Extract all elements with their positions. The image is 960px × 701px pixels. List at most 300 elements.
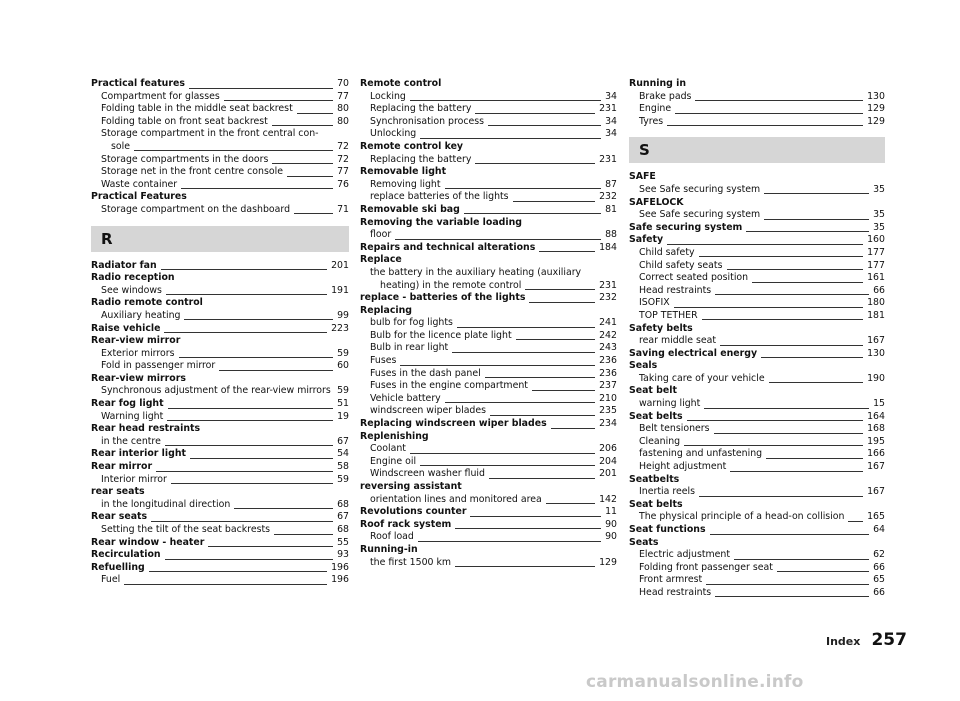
index-entry [91, 154, 349, 167]
entry-term: Storage net in the front centre console [91, 166, 287, 179]
entry-term: reversing assistant [360, 481, 466, 494]
entry-term: Exterior mirrors [91, 348, 179, 361]
index-entry [629, 537, 885, 550]
entry-page-number: 231 [595, 103, 617, 116]
entry-term: Bulb for the licence plate light [360, 330, 516, 343]
entry-term: Bulb in rear light [360, 342, 452, 355]
index-entry [91, 524, 349, 537]
index-entry [629, 448, 885, 461]
entry-term: Seatbelts [629, 474, 683, 487]
index-entry [360, 242, 617, 255]
index-entry [360, 330, 617, 343]
entry-page-number: 201 [327, 260, 349, 273]
entry-page-number: 232 [595, 191, 617, 204]
entry-page-number: 59 [333, 385, 349, 398]
entry-page-number: 72 [333, 154, 349, 167]
entry-page-number: 181 [863, 310, 885, 323]
entry-term: Roof rack system [360, 519, 455, 532]
entry-page-number: 51 [333, 398, 349, 411]
index-entry [91, 310, 349, 323]
entry-term: Radiator fan [91, 260, 161, 273]
entry-page-number: 65 [869, 574, 885, 587]
entry-term: the first 1500 km [360, 557, 455, 570]
index-entry [360, 305, 617, 318]
entry-page-number: 34 [601, 116, 617, 129]
entry-term: Recirculation [91, 549, 165, 562]
index-entry [629, 197, 885, 210]
entry-page-number: 66 [869, 562, 885, 575]
entry-page-number: 35 [869, 184, 885, 197]
entry-page-number: 90 [601, 531, 617, 544]
entry-page-number: 93 [333, 549, 349, 562]
entry-page-number: 177 [863, 247, 885, 260]
entry-term: Folding front passenger seat [629, 562, 777, 575]
entry-term: Correct seated position [629, 272, 752, 285]
entry-term: Seat belt [629, 385, 681, 398]
entry-term: Safety [629, 234, 667, 247]
entry-page-number: 99 [333, 310, 349, 323]
entry-term: Practical features [91, 78, 189, 91]
index-entry [360, 254, 617, 267]
entry-term: Seat belts [629, 411, 687, 424]
entry-page-number: 191 [327, 285, 349, 298]
index-entry [91, 335, 349, 348]
index-entry [629, 549, 885, 562]
entry-term: Engine [629, 103, 675, 116]
entry-page-number: 241 [595, 317, 617, 330]
entry-page-number: 88 [601, 229, 617, 242]
entry-term: Replacing windscreen wiper blades [360, 418, 551, 431]
entry-term: Removable light [360, 166, 450, 179]
index-entry [360, 380, 617, 393]
entry-term: Seats [629, 537, 663, 550]
entry-term: rear seats [91, 486, 149, 499]
index-entry [360, 166, 617, 179]
entry-term: Folding table on front seat backrest [91, 116, 272, 129]
entry-term: Rear seats [91, 511, 151, 524]
entry-term: See Safe securing system [629, 184, 764, 197]
entry-page-number: 164 [863, 411, 885, 424]
index-entry [629, 423, 885, 436]
entry-term: ISOFIX [629, 297, 674, 310]
entry-term: Locking [360, 91, 410, 104]
entry-page-number: 231 [595, 280, 617, 293]
entry-term: Interior mirror [91, 474, 171, 487]
index-entry [360, 154, 617, 167]
leader-line [629, 244, 885, 245]
index-entry [91, 574, 349, 587]
entry-page-number: 195 [863, 436, 885, 449]
footer-section-label: Index [826, 635, 861, 648]
entry-term: TOP TETHER [629, 310, 702, 323]
entry-page-number: 232 [595, 292, 617, 305]
index-entry [91, 260, 349, 273]
entry-term: Storage compartments in the doors [91, 154, 272, 167]
index-entry [91, 562, 349, 575]
index-entry [91, 474, 349, 487]
index-entry [360, 443, 617, 456]
entry-term: Fuel [91, 574, 124, 587]
index-entry [91, 348, 349, 361]
entry-term: Head restraints [629, 587, 715, 600]
entry-term: windscreen wiper blades [360, 405, 490, 418]
index-column-2 [360, 78, 617, 569]
entry-page-number: 231 [595, 154, 617, 167]
entry-page-number: 167 [863, 335, 885, 348]
entry-page-number: 80 [333, 116, 349, 129]
index-entry [629, 486, 885, 499]
index-entry [91, 191, 349, 204]
entry-term: Tyres [629, 116, 667, 129]
index-entry [91, 116, 349, 129]
index-entry [360, 368, 617, 381]
entry-term: Storage compartment in the front central con- [91, 128, 323, 141]
index-entry [360, 342, 617, 355]
entry-term: Removable ski bag [360, 204, 464, 217]
entry-page-number: 19 [333, 411, 349, 424]
entry-term: Seals [629, 360, 661, 373]
entry-term: Synchronous adjustment of the rear-view mirrors [91, 385, 335, 398]
index-entry [629, 373, 885, 386]
entry-page-number: 129 [863, 116, 885, 129]
index-entry [91, 436, 349, 449]
entry-term: Height adjustment [629, 461, 730, 474]
index-entry [91, 78, 349, 91]
entry-term: Radio reception [91, 272, 179, 285]
entry-term: Replacing the battery [360, 103, 475, 116]
watermark: carmanualsonline.info [586, 672, 804, 692]
index-entry [629, 461, 885, 474]
entry-term: Vehicle battery [360, 393, 445, 406]
index-entry [629, 184, 885, 197]
index-entry [629, 78, 885, 91]
entry-term: Seat belts [629, 499, 687, 512]
index-entry [360, 506, 617, 519]
index-entry [91, 91, 349, 104]
entry-term: Inertia reels [629, 486, 699, 499]
entry-term: Rear head restraints [91, 423, 204, 436]
entry-term: Folding table in the middle seat backrest [91, 103, 297, 116]
entry-page-number: 80 [333, 103, 349, 116]
index-entry [91, 285, 349, 298]
entry-term: Removing the variable loading [360, 217, 526, 230]
entry-term: sole [91, 141, 134, 154]
entry-page-number: 242 [595, 330, 617, 343]
entry-page-number: 90 [601, 519, 617, 532]
entry-page-number: 59 [333, 348, 349, 361]
index-entry [360, 557, 617, 570]
index-entry [629, 499, 885, 512]
entry-page-number: 76 [333, 179, 349, 192]
entry-page-number: 184 [595, 242, 617, 255]
entry-term: Auxiliary heating [91, 310, 184, 323]
index-entry [360, 431, 617, 444]
index-entry [91, 204, 349, 217]
entry-term: Raise vehicle [91, 323, 164, 336]
index-entry [360, 468, 617, 481]
entry-page-number: 177 [863, 260, 885, 273]
index-entry [360, 292, 617, 305]
entry-page-number: 167 [863, 486, 885, 499]
entry-term: Remote control [360, 78, 445, 91]
entry-page-number: 55 [333, 537, 349, 550]
index-entry [91, 141, 349, 154]
entry-term: SAFELOCK [629, 197, 688, 210]
entry-term: in the longitudinal direction [91, 499, 234, 512]
index-entry [360, 456, 617, 469]
entry-term: Fuses [360, 355, 400, 368]
entry-term: Synchronisation process [360, 116, 488, 129]
leader-line [91, 584, 349, 585]
index-entry [629, 272, 885, 285]
entry-term: Taking care of your vehicle [629, 373, 769, 386]
entry-page-number: 190 [863, 373, 885, 386]
entry-term: See Safe securing system [629, 209, 764, 222]
entry-page-number: 130 [863, 91, 885, 104]
index-entry [629, 474, 885, 487]
entry-page-number: 71 [333, 204, 349, 217]
index-entry [360, 317, 617, 330]
entry-term: Rear-view mirror [91, 335, 184, 348]
index-entry [91, 103, 349, 116]
entry-term: Fuses in the engine compartment [360, 380, 532, 393]
entry-term: Replacing [360, 305, 416, 318]
entry-page-number: 223 [327, 323, 349, 336]
entry-page-number: 166 [863, 448, 885, 461]
section-letter-header: R [91, 226, 349, 252]
entry-page-number: 66 [869, 587, 885, 600]
index-entry [91, 128, 349, 141]
entry-page-number: 129 [863, 103, 885, 116]
index-entry [629, 385, 885, 398]
entry-term: Removing light [360, 179, 445, 192]
index-entry [91, 411, 349, 424]
entry-page-number: 15 [869, 398, 885, 411]
section-letter-header: S [629, 137, 885, 163]
entry-term: Engine oil [360, 456, 420, 469]
entry-term: See windows [91, 285, 166, 298]
entry-term: The physical principle of a head-on collision [629, 511, 848, 524]
entry-page-number: 160 [863, 234, 885, 247]
entry-page-number: 196 [327, 562, 349, 575]
entry-page-number: 54 [333, 448, 349, 461]
index-entry [629, 171, 885, 184]
index-entry [91, 166, 349, 179]
index-entry [360, 519, 617, 532]
index-entry [360, 531, 617, 544]
entry-term: Warning light [91, 411, 167, 424]
entry-term: fastening and unfastening [629, 448, 766, 461]
index-entry [360, 103, 617, 116]
entry-page-number: 35 [869, 222, 885, 235]
entry-term: Belt tensioners [629, 423, 714, 436]
index-entry [360, 204, 617, 217]
index-entry [91, 537, 349, 550]
entry-page-number: 35 [869, 209, 885, 222]
index-entry [360, 78, 617, 91]
index-entry [360, 405, 617, 418]
entry-page-number: 67 [333, 436, 349, 449]
entry-term: floor [360, 229, 395, 242]
index-entry [360, 116, 617, 129]
index-entry [360, 179, 617, 192]
entry-page-number: 68 [333, 524, 349, 537]
index-entry [91, 297, 349, 310]
index-entry [629, 247, 885, 260]
index-entry [360, 544, 617, 557]
entry-term: Replacing the battery [360, 154, 475, 167]
page-number: 257 [871, 630, 907, 650]
index-entry [360, 267, 617, 280]
entry-term: orientation lines and monitored area [360, 494, 546, 507]
entry-page-number: 11 [601, 506, 617, 519]
entry-term: Revolutions counter [360, 506, 470, 519]
entry-term: Rear mirror [91, 461, 156, 474]
entry-term: Compartment for glasses [91, 91, 224, 104]
index-entry [360, 191, 617, 204]
entry-term: Brake pads [629, 91, 695, 104]
entry-term: Rear interior light [91, 448, 190, 461]
entry-page-number: 67 [333, 511, 349, 524]
entry-term: Rear-view mirrors [91, 373, 190, 386]
index-entry [629, 524, 885, 537]
entry-page-number: 34 [601, 91, 617, 104]
index-column-1 [91, 78, 349, 587]
entry-page-number: 165 [863, 511, 885, 524]
entry-term: Front armrest [629, 574, 706, 587]
entry-page-number: 81 [601, 204, 617, 217]
entry-page-number: 34 [601, 128, 617, 141]
page-footer [826, 630, 907, 650]
entry-page-number: 142 [595, 494, 617, 507]
entry-term: replace batteries of the lights [360, 191, 513, 204]
index-entry [629, 310, 885, 323]
index-entry [91, 323, 349, 336]
index-entry [360, 494, 617, 507]
index-entry [629, 234, 885, 247]
entry-page-number: 210 [595, 393, 617, 406]
entry-page-number: 180 [863, 297, 885, 310]
index-entry [629, 360, 885, 373]
entry-term: Practical Features [91, 191, 191, 204]
index-entry [91, 272, 349, 285]
index-entry [629, 511, 885, 524]
index-entry [91, 423, 349, 436]
index-entry [360, 481, 617, 494]
entry-page-number: 59 [333, 474, 349, 487]
entry-term: Child safety seats [629, 260, 727, 273]
index-entry [91, 461, 349, 474]
index-entry [91, 499, 349, 512]
index-entry [360, 355, 617, 368]
index-entry [629, 335, 885, 348]
entry-term: Rear window - heater [91, 537, 208, 550]
entry-term: Cleaning [629, 436, 684, 449]
entry-term: Rear fog light [91, 398, 168, 411]
entry-term: the battery in the auxiliary heating (auxiliary [360, 267, 585, 280]
entry-page-number: 87 [601, 179, 617, 192]
entry-page-number: 161 [863, 272, 885, 285]
entry-page-number: 130 [863, 348, 885, 361]
entry-page-number: 72 [333, 141, 349, 154]
entry-page-number: 236 [595, 355, 617, 368]
index-entry [91, 373, 349, 386]
entry-page-number: 68 [333, 499, 349, 512]
index-entry [629, 398, 885, 411]
index-entry [629, 209, 885, 222]
index-entry [629, 285, 885, 298]
entry-term: Child safety [629, 247, 699, 260]
index-entry [91, 511, 349, 524]
entry-page-number: 234 [595, 418, 617, 431]
index-entry [91, 448, 349, 461]
entry-term: Windscreen washer fluid [360, 468, 489, 481]
index-entry [360, 91, 617, 104]
index-entry [629, 436, 885, 449]
entry-page-number: 129 [595, 557, 617, 570]
index-entry [360, 141, 617, 154]
entry-page-number: 66 [869, 285, 885, 298]
entry-term: Head restraints [629, 285, 715, 298]
entry-term: Replace [360, 254, 406, 267]
index-entry [629, 348, 885, 361]
entry-term: replace - batteries of the lights [360, 292, 529, 305]
index-entry [91, 385, 349, 398]
entry-term: Roof load [360, 531, 418, 544]
index-entry [91, 486, 349, 499]
entry-page-number: 62 [869, 549, 885, 562]
leader-line [629, 125, 885, 126]
entry-page-number: 168 [863, 423, 885, 436]
entry-page-number: 237 [595, 380, 617, 393]
index-column-3 [629, 78, 885, 600]
entry-term: Seat functions [629, 524, 710, 537]
index-entry [360, 217, 617, 230]
entry-term: Remote control key [360, 141, 467, 154]
index-entry [629, 91, 885, 104]
entry-term: Running-in [360, 544, 422, 557]
index-entry [91, 549, 349, 562]
entry-term: bulb for fog lights [360, 317, 457, 330]
entry-term: Safe securing system [629, 222, 746, 235]
entry-term: heating) in the remote control [360, 280, 525, 293]
entry-term: Fuses in the dash panel [360, 368, 485, 381]
index-entry [629, 574, 885, 587]
entry-term: Repairs and technical alterations [360, 242, 539, 255]
entry-page-number: 201 [595, 468, 617, 481]
entry-term: Electric adjustment [629, 549, 734, 562]
leader-line [360, 239, 617, 240]
entry-page-number: 167 [863, 461, 885, 474]
entry-term: Fold in passenger mirror [91, 360, 219, 373]
entry-term: SAFE [629, 171, 660, 184]
entry-term: Saving electrical energy [629, 348, 761, 361]
index-entry [629, 587, 885, 600]
entry-term: Setting the tilt of the seat backrests [91, 524, 274, 537]
entry-page-number: 196 [327, 574, 349, 587]
index-entry [629, 116, 885, 129]
entry-page-number: 206 [595, 443, 617, 456]
entry-page-number: 58 [333, 461, 349, 474]
entry-term: Coolant [360, 443, 410, 456]
index-entry [360, 128, 617, 141]
entry-page-number: 77 [333, 91, 349, 104]
entry-page-number: 236 [595, 368, 617, 381]
entry-term: Unlocking [360, 128, 420, 141]
index-entry [629, 260, 885, 273]
entry-page-number: 64 [869, 524, 885, 537]
index-entry [629, 411, 885, 424]
